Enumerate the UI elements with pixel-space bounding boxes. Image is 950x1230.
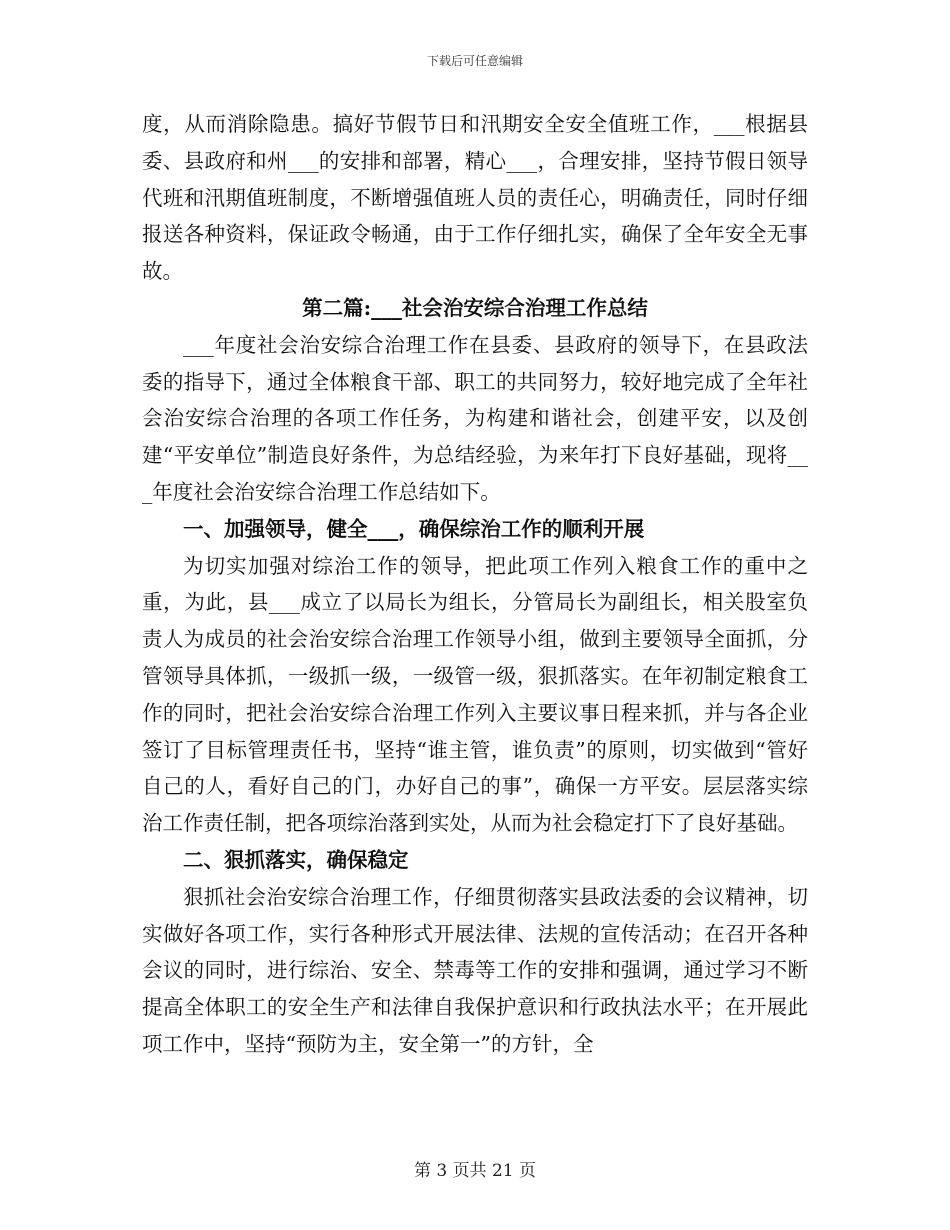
paragraph-continuation: 度，从而消除隐患。搞好节假节日和汛期安全安全值班工作，___根据县委、县政府和州___的安排和部署，精心___，合理安排，坚持节假日领导代班和汛期值班制度，不断增强值班人员的责任心，明确责任，同时仔细报送各种资料，保证政令畅通，由于工作仔细扎实，确保了全年安全无事故。: [142, 112, 808, 284]
page-header: 下载后可任意编辑: [426, 54, 523, 68]
heading-one: 一、加强领导，健全___，确保综治工作的顺利开展: [183, 516, 645, 541]
paragraph-one: 为切实加强对综治工作的领导，把此项工作列入粮食工作的重中之重，为此，县___成立了以局长为组长，分管局长为副组长，相关股室负责人为成员的社会治安综合治理工作领导小组，做到主要领导全面抓，分管领导具体抓，一级抓一级，一级管一级，狠抓落实。在年初制定粮食工作的同时，把社会治安综合治理工作列入主要议事日程来抓，并与各企业签订了目标管理责任书，坚持“谁主管，谁负责”的原则，切实做到“管好自己的人，看好自己的门，办好自己的事”，确保一方平安。层层落实综治工作责任制，把各项综治落到实处，从而为社会稳定打下了良好基础。: [142, 553, 808, 836]
page-footer: 第 3 页共 21 页: [413, 1161, 537, 1181]
paragraph-intro: ___年度社会治安综合治理工作在县委、县政府的领导下，在县政法委的指导下，通过全体粮食干部、职工的共同努力，较好地完成了全年社会治安综合治理的各项工作任务，为构建和谐社会，创建平安，以及创建“平安单位”制造良好条件，为总结经验，为来年打下良好基础，现将___年度社会治安综合治理工作总结如下。: [142, 332, 808, 504]
paragraph-two: 狠抓社会治安综合治理工作，仔细贯彻落实县政法委的会议精神，切实做好各项工作，实行各种形式开展法律、法规的宣传活动；在召开各种会议的同时，进行综治、安全、禁毒等工作的安排和强调，通过学习不断提高全体职工的安全生产和法律自我保护意识和行政执法水平；在开展此项工作中，坚持“预防为主，安全第一”的方针，全: [142, 884, 808, 1056]
document-body: [142, 106, 808, 1063]
section-title: 第二篇:___社会治安综合治理工作总结: [302, 295, 648, 320]
heading-two: 二、狠抓落实，确保稳定: [183, 847, 409, 872]
